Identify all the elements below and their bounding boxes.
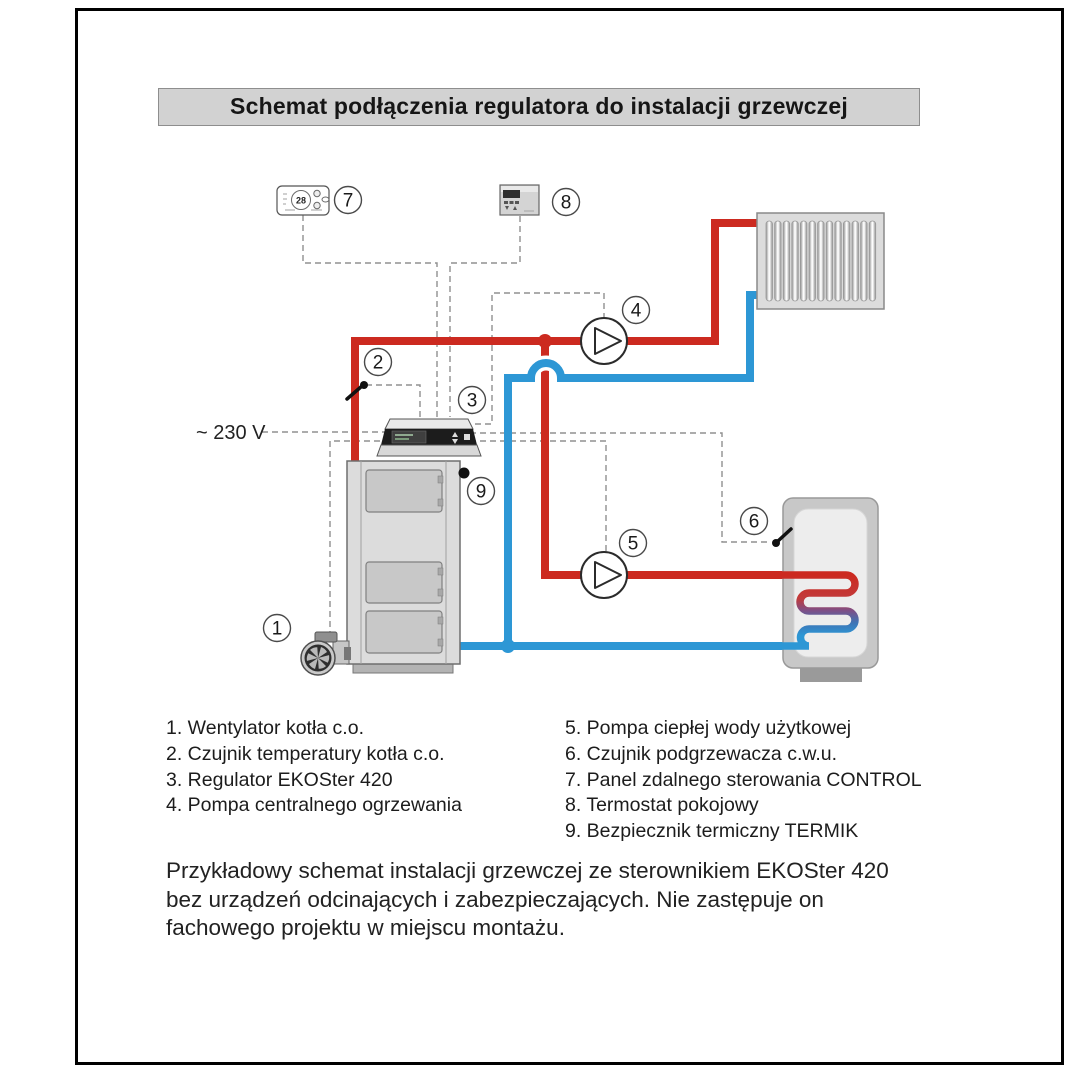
- marker-2: [365, 349, 392, 376]
- footnote-line-3: fachowego projektu w miejscu montażu.: [166, 915, 565, 941]
- regulator-display: [392, 431, 426, 443]
- pump-hot-water: [581, 552, 627, 598]
- legend-item-1: 1. Wentylator kotła c.o.: [166, 717, 364, 739]
- wire-sensor2: [366, 385, 420, 417]
- marker-3: [459, 387, 486, 414]
- footnote-line-1: Przykładowy schemat instalacji grzewczej ze sterownikiem EKOSter 420: [166, 858, 889, 883]
- svg-text:3: 3: [466, 390, 478, 412]
- legend-item-2: 2. Czujnik temperatury kotła c.o.: [166, 742, 445, 765]
- svg-text:5: 5: [627, 533, 639, 555]
- footnote: [166, 857, 889, 943]
- panel-button-up: [314, 190, 320, 196]
- marker-6: [741, 508, 768, 535]
- legend-left-column: [166, 716, 462, 819]
- marker-1: [264, 615, 291, 642]
- legend-item-9: 9. Bezpiecznik termiczny TERMIK: [565, 820, 859, 843]
- svg-text:2: 2: [372, 352, 384, 374]
- legend-item-3: 3. Regulator EKOSter 420: [166, 768, 393, 791]
- marker-9: [468, 478, 495, 505]
- wire-panel7: [303, 215, 437, 417]
- pump-central-heating: [581, 318, 627, 364]
- legend-item-4: 4. Pompa centralnego ogrzewania: [166, 794, 462, 817]
- svg-text:4: 4: [630, 300, 642, 322]
- room-thermostat: [500, 185, 539, 215]
- marker-4: [623, 297, 650, 324]
- marker-7: [335, 187, 362, 214]
- svg-text:9: 9: [475, 481, 487, 503]
- panel-display-value: 28: [295, 195, 307, 206]
- legend-item-7: 7. Panel zdalnego sterowania CONTROL: [565, 768, 922, 791]
- wire-sensor6: [470, 433, 770, 542]
- thermostat-display: [503, 190, 520, 198]
- hot-water-tank: [783, 498, 878, 682]
- supply-junction-dot: [538, 334, 552, 348]
- legend-item-5: 5. Pompa ciepłej wody użytkowej: [565, 717, 852, 739]
- page-title: Schemat podłączenia regulatora do instalacji grzewczej: [158, 88, 920, 126]
- boiler: [347, 461, 460, 673]
- return-junction-dot: [501, 639, 515, 653]
- radiator: [757, 213, 884, 309]
- legend-item-6: 6. Czujnik podgrzewacza c.w.u.: [565, 742, 838, 765]
- regulator: [377, 419, 481, 456]
- boiler-door-top: [366, 470, 442, 512]
- legend-right-column: [565, 716, 922, 845]
- footnote-line-2: bez urządzeń odcinających i zabezpieczających. Nie zastępuje on: [166, 886, 824, 912]
- marker-5: [620, 530, 647, 557]
- regulator-button-ok: [464, 434, 470, 440]
- voltage-label: ~ 230 V: [196, 422, 266, 444]
- thermal-fuse-dot: [459, 468, 470, 479]
- boiler-fan: [301, 632, 351, 675]
- svg-text:6: 6: [748, 511, 760, 533]
- boiler-door-bottom: [366, 611, 442, 653]
- svg-text:8: 8: [560, 192, 572, 214]
- marker-8: [553, 189, 580, 216]
- remote-control-panel: [277, 186, 329, 215]
- panel-button-down: [314, 202, 320, 208]
- svg-text:1: 1: [271, 618, 283, 640]
- svg-text:7: 7: [342, 190, 354, 212]
- boiler-door-middle: [366, 562, 442, 603]
- legend-item-8: 8. Termostat pokojowy: [565, 794, 759, 817]
